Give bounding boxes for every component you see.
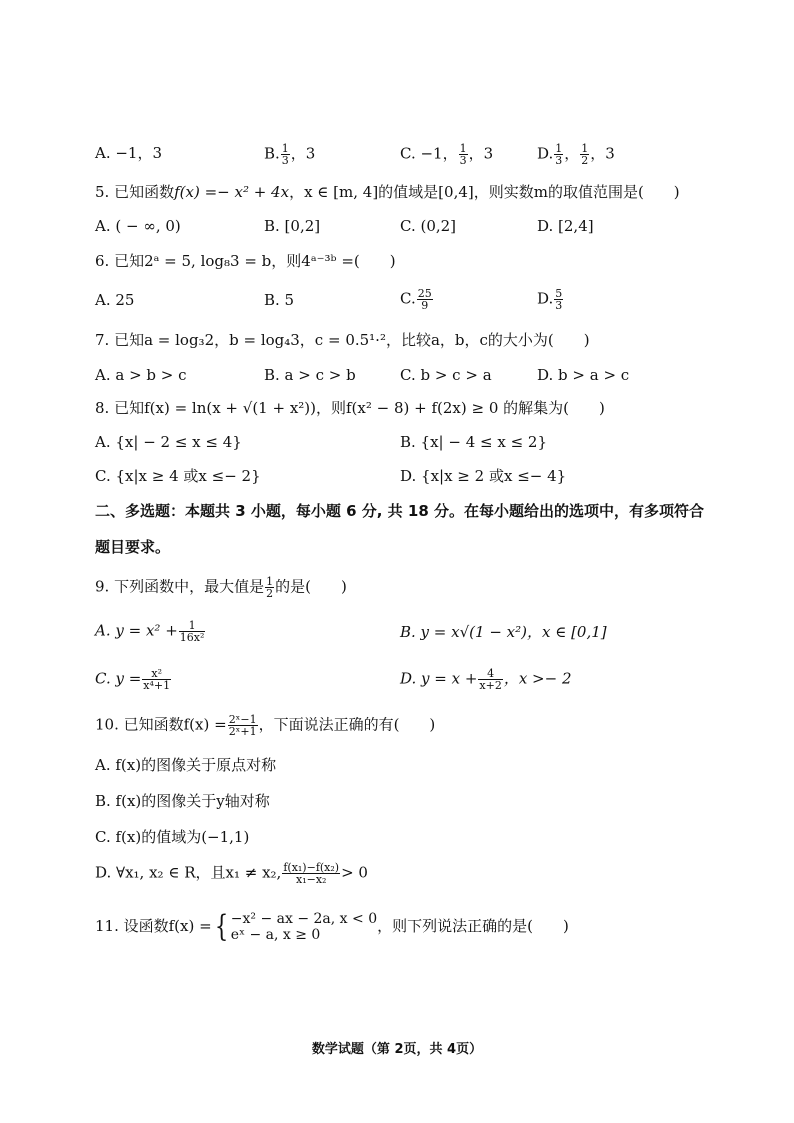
q9-option-c: C. y = $\frac{\text{x²}}{\text{x⁴+1}}$ xyxy=(95,667,171,692)
q4-option-b: B. $\frac{1}{3}$ ，3 xyxy=(264,142,316,167)
q10-option-d: D. ∀x₁, x₂ ∈ R，且x₁ ≠ x₂, $\frac{\text{f(x₁)−f(x₂)}}{\text{x₁−x₂}}$ > 0 xyxy=(95,861,368,886)
q4-option-d: D. $\frac{1}{3}$ ， $\frac{1}{2}$ ，3 xyxy=(537,142,615,167)
q7-option-d: D. b > a > c xyxy=(537,366,630,384)
q10-option-c: C. f(x)的值域为(−1,1) xyxy=(95,828,250,846)
q5-option-b: B. [0,2] xyxy=(264,217,321,235)
q5-option-c: C. (0,2] xyxy=(400,217,457,235)
q11-stem: 11. 设函数f(x) ={ −x² − ax − 2a, x < 0 eˣ − a, x ≥ 0 ，则下列说法正确的是( ) xyxy=(95,909,569,944)
q10-option-a: A. f(x)的图像关于原点对称 xyxy=(95,756,277,774)
section-2-heading-cont: 题目要求。 xyxy=(95,538,171,556)
q6-option-c: C. $\frac{25}{9}$ xyxy=(400,287,432,312)
q9-stem: 9. 下列函数中，最大值是 $\frac{1}{2}$ 的是( ) xyxy=(95,575,347,600)
q8-option-a: A. {x| − 2 ≤ x ≤ 4} xyxy=(95,433,242,451)
q4-option-c: C. −1， $\frac{1}{3}$ ，3 xyxy=(400,142,494,167)
q10-stem: 10. 已知函数f(x) = $\frac{\text{2ˣ−1}}{\text{2ˣ+1}}$ ，下面说法正确的有( ) xyxy=(95,713,436,738)
q6-option-d: D. $\frac{5}{3}$ xyxy=(537,287,563,312)
q8-stem: 8. 已知f(x) = ln(x + √(1 + x²))，则f(x² − 8) + f(2x) ≥ 0 的解集为( ) xyxy=(95,399,605,417)
q5-stem: 5. 已知函数f(x) =− x² + 4x，x ∈ [m, 4]的值域是[0,4]，则实数m的取值范围是( ) xyxy=(95,183,680,201)
q8-option-b: B. {x| − 4 ≤ x ≤ 2} xyxy=(400,433,548,451)
q6-option-b: B. 5 xyxy=(264,291,295,309)
q7-stem: 7. 已知a = log₃2，b = log₄3，c = 0.5¹·²，比较a，b，c的大小为( ) xyxy=(95,331,590,349)
q5-option-a: A. ( − ∞, 0) xyxy=(95,217,181,235)
q9-option-b: B. y = x√(1 − x²)，x ∈ [0,1] xyxy=(400,623,607,641)
q9-option-a: A. y = x² + $\frac{1}{\text{16x²}}$ xyxy=(95,619,205,644)
q6-stem: 6. 已知2ᵃ = 5, log₈3 = b，则4ᵃ⁻³ᵇ =( ) xyxy=(95,252,396,270)
q7-option-c: C. b > c > a xyxy=(400,366,492,384)
q4-option-a: A. −1，3 xyxy=(95,144,163,162)
q9-option-d: D. y = x + $\frac{4}{x+2}$ ，x >− 2 xyxy=(400,667,572,692)
q5-option-d: D. [2,4] xyxy=(537,217,594,235)
q10-option-b: B. f(x)的图像关于y轴对称 xyxy=(95,792,270,810)
piecewise-brace: { xyxy=(214,909,228,944)
q8-option-d: D. {x|x ≥ 2 或x ≤− 4} xyxy=(400,467,567,485)
page-footer: 数学试题（第 2页，共 4页） xyxy=(311,1042,483,1057)
section-2-heading: 二、多选题：本题共 3 小题，每小题 6 分, 共 18 分。在每小题给出的选项中，有多项符合 xyxy=(95,502,705,520)
q7-option-b: B. a > c > b xyxy=(264,366,356,384)
q6-option-a: A. 25 xyxy=(95,291,135,309)
q7-option-a: A. a > b > c xyxy=(95,366,187,384)
q8-option-c: C. {x|x ≥ 4 或x ≤− 2} xyxy=(95,467,261,485)
